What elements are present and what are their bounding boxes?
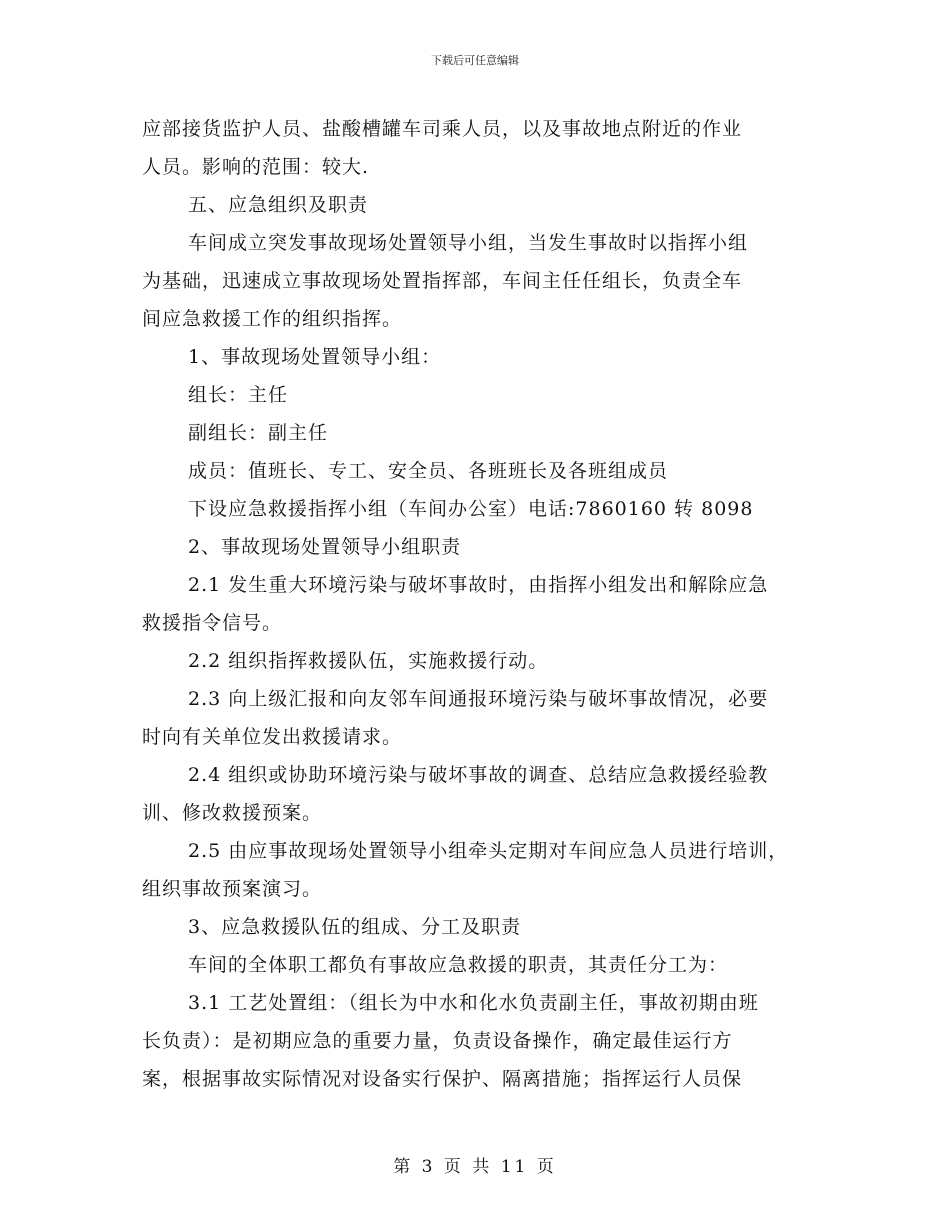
- text-line: 3.1 工艺处置组：（组长为中水和化水负责副主任，事故初期由班: [188, 992, 759, 1014]
- document-body: [142, 110, 832, 1098]
- text-line: 组长：主任: [188, 384, 289, 406]
- text-line: 下设应急救援指挥小组（车间办公室）电话:7860160 转 8098: [188, 498, 754, 520]
- text-line: 救援指令信号。: [142, 612, 283, 634]
- text-line: 2、事故现场处置领导小组职责: [188, 536, 462, 558]
- text-line: 3、应急救援队伍的组成、分工及职责: [188, 916, 522, 938]
- text-line: 2.5 由应事故现场处置领导小组牵头定期对车间应急人员进行培训，: [188, 840, 789, 862]
- text-line: 2.2 组织指挥救援队伍，实施救援行动。: [188, 650, 549, 672]
- text-line: 人员。影响的范围：较大.: [142, 156, 370, 178]
- text-line: 训、修改救援预案。: [142, 802, 323, 824]
- text-line: 间应急救援工作的组织指挥。: [142, 308, 403, 330]
- text-line: 案，根据事故实际情况对设备实行保护、隔离措施；指挥运行人员保: [142, 1068, 743, 1090]
- text-line: 1、事故现场处置领导小组：: [188, 346, 442, 368]
- text-line: 2.4 组织或协助环境污染与破坏事故的调查、总结应急救援经验教: [188, 764, 769, 786]
- text-line: 成员：值班长、专工、安全员、各班班长及各班组成员: [188, 460, 669, 482]
- text-line: 车间的全体职工都负有事故应急救援的职责，其责任分工为：: [188, 954, 729, 976]
- text-line: 2.1 发生重大环境污染与破坏事故时，由指挥小组发出和解除应急: [188, 574, 769, 596]
- text-line: 组织事故预案演习。: [142, 878, 323, 900]
- text-line: 车间成立突发事故现场处置领导小组，当发生事故时以指挥小组: [188, 232, 749, 254]
- text-line: 时向有关单位发出救援请求。: [142, 726, 403, 748]
- text-line: 应部接货监护人员、盐酸槽罐车司乘人员，以及事故地点附近的作业: [142, 118, 743, 140]
- text-line: 为基础，迅速成立事故现场处置指挥部，车间主任任组长，负责全车: [142, 270, 743, 292]
- text-line: 五、应急组织及职责: [188, 194, 369, 216]
- text-line: 长负责）：是初期应急的重要力量，负责设备操作，确定最佳运行方: [142, 1030, 733, 1052]
- text-line: 2.3 向上级汇报和向友邻车间通报环境污染与破坏事故情况，必要: [188, 688, 769, 710]
- text-line: 副组长：副主任: [188, 422, 329, 444]
- page-header-note: 下载后可任意编辑: [431, 54, 519, 67]
- page-number-footer: 第 3 页 共 11 页: [393, 1157, 557, 1177]
